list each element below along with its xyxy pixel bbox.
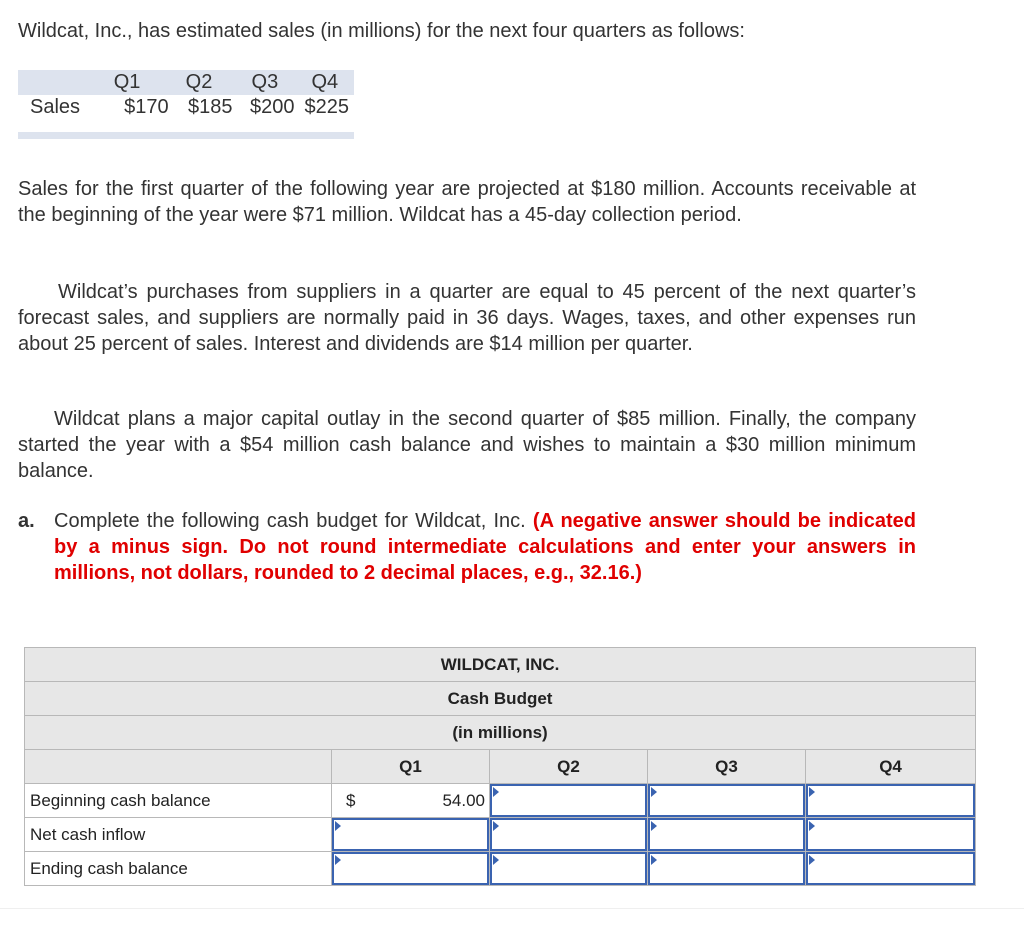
sales-estimates-table [18, 70, 354, 120]
question-letter: a. [18, 510, 35, 532]
sales-row-label: Sales [30, 96, 81, 118]
paragraph-capital-outlay: Wildcat plans a major capital outlay in the second quarter of $85 million. Finally, the company started the year with a $54 million cash balance and wishes to maintain a $30 million minimum balance. [18, 408, 916, 482]
ending-cash-q2-input[interactable] [490, 852, 648, 886]
beginning-cash-q2-input[interactable] [490, 784, 648, 818]
input-box[interactable] [332, 852, 489, 885]
input-box[interactable] [490, 818, 647, 851]
paragraph-collections: Sales for the first quarter of the following year are projected at $180 million. Accounts receivable at the beginning of the year were $71 million. Wildcat has a 45-day collection period. [18, 178, 916, 226]
budget-company-title: WILDCAT, INC. [25, 648, 976, 682]
sales-row [18, 95, 354, 120]
input-box[interactable] [332, 818, 489, 851]
budget-units: (in millions) [25, 716, 976, 750]
beginning-cash-q1-value: 54.00 [442, 791, 485, 810]
budget-subtitle: Cash Budget [25, 682, 976, 716]
question-a [18, 508, 916, 586]
input-box[interactable] [806, 784, 975, 817]
question-instruction: (A negative answer should be indicated by a minus sign. Do not round intermediate calculations and enter your answers in millions, not dollars, rounded to 2 decimal places, e.g., 32.16.) [54, 510, 916, 584]
sales-header-q2: Q2 [185, 71, 213, 93]
beginning-cash-q4-input[interactable] [806, 784, 976, 818]
sales-value-q1: $170 [124, 96, 169, 118]
budget-row-ending-cash [25, 852, 976, 886]
question-text: Complete the following cash budget for Wildcat, Inc. [54, 510, 533, 532]
cash-budget-table [24, 647, 976, 886]
budget-column-q4: Q4 [806, 750, 976, 784]
budget-column-header-row [25, 750, 976, 784]
sales-value-q3: $200 [249, 96, 295, 118]
input-box[interactable] [806, 852, 975, 885]
beginning-cash-q3-input[interactable] [648, 784, 806, 818]
budget-column-q2: Q2 [490, 750, 648, 784]
budget-title-row [25, 648, 976, 682]
row-label-net-cash-inflow: Net cash inflow [25, 818, 332, 852]
currency-symbol: $ [346, 791, 356, 810]
budget-subtitle-row [25, 682, 976, 716]
sales-value-q4: $225 [304, 96, 349, 118]
row-label-ending-cash: Ending cash balance [25, 852, 332, 886]
budget-row-beginning-cash [25, 784, 976, 818]
input-box[interactable] [806, 818, 975, 851]
input-box[interactable] [648, 784, 805, 817]
net-cash-inflow-q2-input[interactable] [490, 818, 648, 852]
page-divider [0, 908, 1024, 909]
budget-row-net-cash-inflow [25, 818, 976, 852]
input-box[interactable] [648, 852, 805, 885]
beginning-cash-q1-cell [332, 784, 490, 818]
budget-units-row [25, 716, 976, 750]
sales-header-q1: Q1 [113, 71, 141, 93]
ending-cash-q1-input[interactable] [332, 852, 490, 886]
paragraph-purchases: Wildcat’s purchases from suppliers in a quarter are equal to 45 percent of the next quarter’s forecast sales, and suppliers are normally paid in 36 days. Wages, taxes, and other expenses run about 25 percent of sales. Interest and dividends are $14 million per quarter. [18, 281, 916, 355]
ending-cash-q4-input[interactable] [806, 852, 976, 886]
budget-column-header-blank [25, 750, 332, 784]
net-cash-inflow-q1-input[interactable] [332, 818, 490, 852]
sales-table-footer-bar [18, 132, 354, 139]
net-cash-inflow-q3-input[interactable] [648, 818, 806, 852]
sales-header-row [18, 70, 354, 95]
sales-header-q4: Q4 [311, 71, 339, 93]
net-cash-inflow-q4-input[interactable] [806, 818, 976, 852]
row-label-beginning-cash: Beginning cash balance [25, 784, 332, 818]
budget-column-q1: Q1 [332, 750, 490, 784]
budget-column-q3: Q3 [648, 750, 806, 784]
question-body [54, 508, 916, 586]
input-box[interactable] [648, 818, 805, 851]
input-box[interactable] [490, 852, 647, 885]
ending-cash-q3-input[interactable] [648, 852, 806, 886]
sales-header-q3: Q3 [251, 71, 279, 93]
intro-text: Wildcat, Inc., has estimated sales (in millions) for the next four quarters as follows: [18, 20, 745, 42]
sales-value-q2: $185 [188, 96, 233, 118]
sales-header-blank [18, 70, 114, 95]
input-box[interactable] [490, 784, 647, 817]
